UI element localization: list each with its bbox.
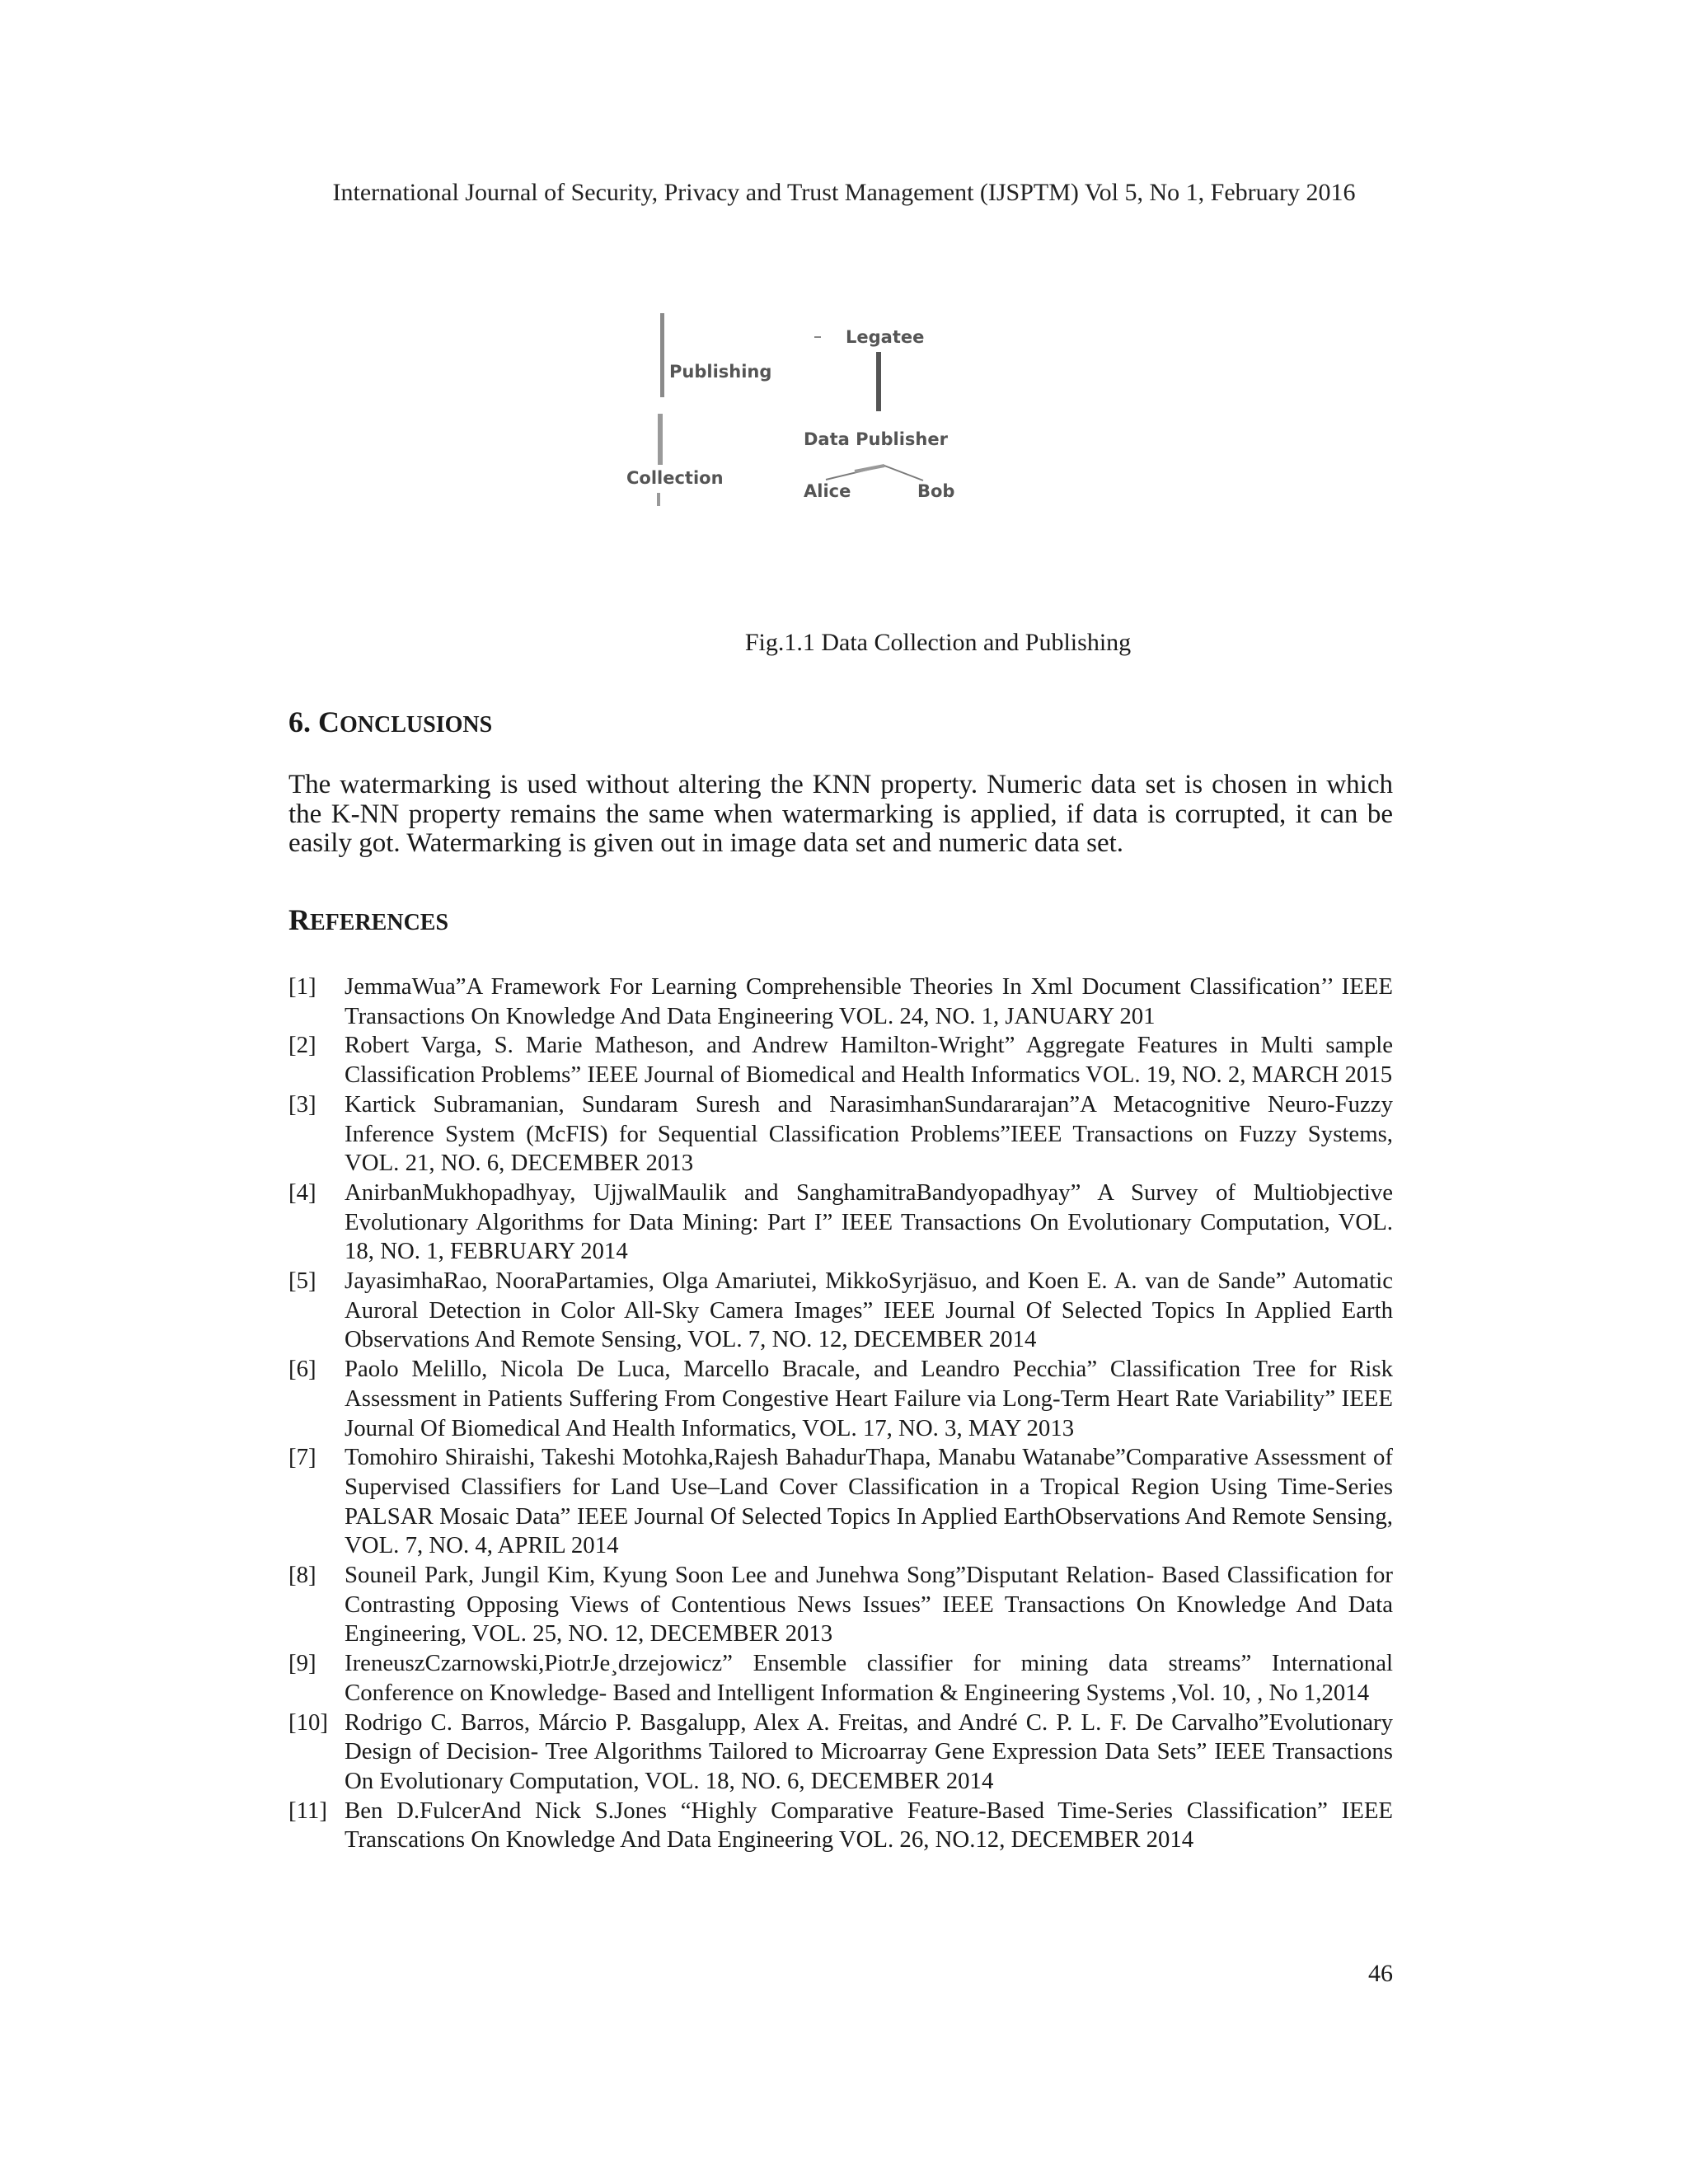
data-publisher-label: Data Publisher	[804, 429, 948, 449]
reference-item	[288, 1797, 1393, 1855]
reference-item	[288, 1561, 1393, 1649]
reference-text: Paolo Melillo, Nicola De Luca, Marcello Bracale, and Leandro Pecchia” Classification Tree for Risk Assessment in Patients Suffering From Congestive Heart Failure via Long-Term Heart Rate Variability” IEEE Journal Of Biomedical And Health Informatics, VOL. 17, NO. 3, MAY 2013	[345, 1356, 1393, 1441]
legatee-dash	[814, 336, 821, 338]
reference-item	[288, 1649, 1393, 1708]
reference-item	[288, 1090, 1393, 1179]
collection-bar-upper	[658, 414, 663, 465]
references-heading-initial: R	[288, 903, 310, 936]
reference-number: [8]	[288, 1562, 316, 1589]
page-number: 46	[1368, 1960, 1393, 1987]
reference-number: [6]	[288, 1356, 316, 1383]
fork-shadow	[855, 466, 884, 471]
references-heading	[288, 902, 448, 940]
reference-number: [4]	[288, 1179, 316, 1206]
reference-item	[288, 1708, 1393, 1797]
figure-caption	[0, 628, 1688, 658]
reference-text: Souneil Park, Jungil Kim, Kyung Soon Lee and Junehwa Song”Disputant Relation- Based Classification for Contrasting Opposing Views of Contentious News Issues” IEEE Transactions On Knowledge And Data Engineering, VOL. 25, NO. 12, DECEMBER 2013	[345, 1562, 1393, 1647]
reference-text: Tomohiro Shiraishi, Takeshi Motohka,Rajesh BahadurThapa, Manabu Watanabe”Comparative Assessment of Supervised Classifiers for Land Use–Land Cover Classification in a Tropical Region Using Time-Series PALSAR Mosaic Data” IEEE Journal Of Selected Topics In Applied EarthObservations And Remote Sensing, VOL. 7, NO. 4, APRIL 2014	[345, 1444, 1393, 1559]
conclusions-paragraph: The watermarking is used without altering the KNN property. Numeric data set is chosen in which the K-NN property remains the same when watermarking is applied, if data is corrupted, it can be easily got. Watermarking is given out in image data set and numeric data set.	[288, 770, 1393, 858]
reference-item	[288, 1179, 1393, 1267]
reference-text: IreneuszCzarnowski,PiotrJe¸drzejowicz” Ensemble classifier for mining data streams” International Conference on Knowledge- Based and Intelligent Information & Engineering Systems ,Vol. 10, , No 1,2014	[345, 1650, 1393, 1706]
running-header: International Journal of Security, Privacy and Trust Management (IJSPTM) Vol 5, No 1, February 2016	[332, 179, 1356, 206]
reference-number: [1]	[288, 973, 316, 1000]
reference-text: Rodrigo C. Barros, Márcio P. Basgalupp, Alex A. Freitas, and André C. P. L. F. De Carvalho”Evolutionary Design of Decision- Tree Algorithms Tailored to Microarray Gene Expression Data Sets” IEEE Transactions On Evolutionary Computation, VOL. 18, NO. 6, DECEMBER 2014	[345, 1708, 1393, 1794]
conclusions-heading-rest: ONCLUSIONS	[340, 712, 493, 738]
reference-number: [7]	[288, 1444, 316, 1471]
reference-item	[288, 972, 1393, 1031]
references-list	[288, 972, 1393, 1855]
reference-number: [9]	[288, 1650, 316, 1677]
reference-number: [2]	[288, 1032, 316, 1059]
collection-bar-lower	[657, 493, 660, 506]
collection-label: Collection	[626, 468, 724, 488]
figure-caption-text: Fig.1.1 Data Collection and Publishing	[744, 629, 1132, 656]
legatee-label: Legatee	[846, 327, 925, 347]
conclusions-heading	[288, 705, 492, 743]
reference-text: JayasimhaRao, NooraPartamies, Olga Amariutei, MikkoSyrjäsuo, and Koen E. A. van de Sande” Automatic Auroral Detection in Color All-Sky Camera Images” IEEE Journal Of Selected Topics In Applied Earth Observations And Remote Sensing, VOL. 7, NO. 12, DECEMBER 2014	[345, 1268, 1393, 1353]
reference-text: Ben D.FulcerAnd Nick S.Jones “Highly Comparative Feature-Based Time-Series Classification” IEEE Transcations On Knowledge And Data Engineering VOL. 26, NO.12, DECEMBER 2014	[345, 1797, 1393, 1854]
reference-number: [5]	[288, 1268, 316, 1295]
reference-number: [3]	[288, 1090, 316, 1118]
references-heading-rest: EFERENCES	[310, 910, 449, 935]
data-collection-figure	[610, 297, 1006, 519]
figure-diagram	[610, 297, 1006, 519]
reference-item	[288, 1031, 1393, 1090]
alice-label: Alice	[804, 481, 851, 501]
bob-label: Bob	[917, 481, 955, 501]
conclusions-heading-initial: C	[318, 705, 340, 738]
conclusions-heading-number: 6.	[288, 705, 318, 738]
reference-number: [11]	[288, 1797, 327, 1824]
reference-item	[288, 1267, 1393, 1355]
legatee-bar	[876, 352, 881, 411]
reference-text: JemmaWua”A Framework For Learning Comprehensible Theories In Xml Document Classification’’ IEEE Transactions On Knowledge And Data Engineering VOL. 24, NO. 1, JANUARY 201	[345, 973, 1393, 1029]
reference-text: AnirbanMukhopadhyay, UjjwalMaulik and SanghamitraBandyopadhyay” A Survey of Multiobjective Evolutionary Algorithms for Data Mining: Part I” IEEE Transactions On Evolutionary Computation, VOL. 18, NO. 1, FEBRUARY 2014	[345, 1179, 1393, 1265]
publishing-bar	[660, 313, 664, 397]
reference-item	[288, 1355, 1393, 1443]
reference-item	[288, 1443, 1393, 1561]
publishing-label: Publishing	[669, 362, 772, 382]
reference-number: [10]	[288, 1708, 328, 1736]
reference-text: Robert Varga, S. Marie Matheson, and Andrew Hamilton-Wright” Aggregate Features in Multi sample Classification Problems” IEEE Journal of Biomedical and Health Informatics VOL. 19, NO. 2, MARCH 2015	[345, 1032, 1393, 1089]
reference-text: Kartick Subramanian, Sundaram Suresh and NarasimhanSundararajan”A Metacognitive Neuro-Fuzzy Inference System (McFIS) for Sequential Classification Problems”IEEE Transactions on Fuzzy Systems, VOL. 21, NO. 6, DECEMBER 2013	[345, 1090, 1393, 1177]
